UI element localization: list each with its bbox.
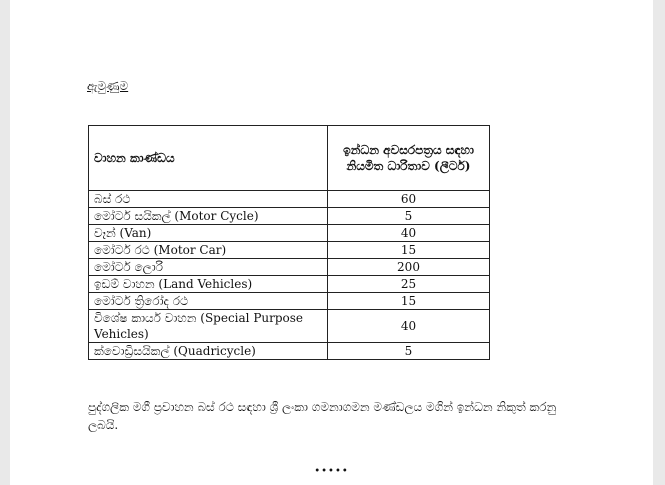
capacity-cell: 25 xyxy=(328,276,490,293)
fuel-capacity-table xyxy=(88,125,490,360)
vehicle-category-cell: විශේෂ කාර්ය වාහන (Special Purpose Vehicles) xyxy=(89,310,328,343)
capacity-cell: 5 xyxy=(328,343,490,360)
vehicle-category-cell: ඉඩම් වාහන (Land Vehicles) xyxy=(89,276,328,293)
vehicle-category-cell: බස් රථ xyxy=(89,191,328,208)
vehicle-category-cell: මෝටර් ලොරි xyxy=(89,259,328,276)
vehicle-category-cell: මෝටර් ත්‍රිරෝද රථ xyxy=(89,293,328,310)
table-row xyxy=(89,310,490,343)
document-page xyxy=(10,0,653,485)
capacity-cell: 60 xyxy=(328,191,490,208)
vehicle-category-cell: වෑන් (Van) xyxy=(89,225,328,242)
table-header-row xyxy=(89,126,490,191)
header-vehicle-category: වාහන කාණ්ඩය xyxy=(89,126,328,191)
annex-heading: ඇමුණුම xyxy=(87,79,129,93)
capacity-cell: 40 xyxy=(328,225,490,242)
table-row xyxy=(89,191,490,208)
table-row xyxy=(89,242,490,259)
vehicle-category-cell: මෝටර් රථ (Motor Car) xyxy=(89,242,328,259)
table-row xyxy=(89,293,490,310)
capacity-cell: 5 xyxy=(328,208,490,225)
table-row xyxy=(89,208,490,225)
table-row xyxy=(89,343,490,360)
header-fuel-capacity: ඉන්ධන අවසරපත්‍රය සඳහා නියමිත ධාරිතාව (ලීටර්) xyxy=(328,126,490,191)
table-row xyxy=(89,276,490,293)
capacity-cell: 15 xyxy=(328,242,490,259)
end-of-document-marker: ••••• xyxy=(314,466,349,477)
vehicle-category-cell: මෝටර් සයිකල් (Motor Cycle) xyxy=(89,208,328,225)
capacity-cell: 40 xyxy=(328,310,490,343)
table-row xyxy=(89,259,490,276)
capacity-cell: 15 xyxy=(328,293,490,310)
capacity-cell: 200 xyxy=(328,259,490,276)
table-row xyxy=(89,225,490,242)
vehicle-category-cell: ක්වොඩ්‍රිසයිකල් (Quadricycle) xyxy=(89,343,328,360)
bus-fuel-note: පුද්ගලික මගී ප්‍රවාහන බස් රථ සඳහා ශ්‍රී ලංකා ගමනාගමන මණ්ඩලය මගින් ඉන්ධන නිකුත් කරනු ලබයි. xyxy=(88,400,557,432)
